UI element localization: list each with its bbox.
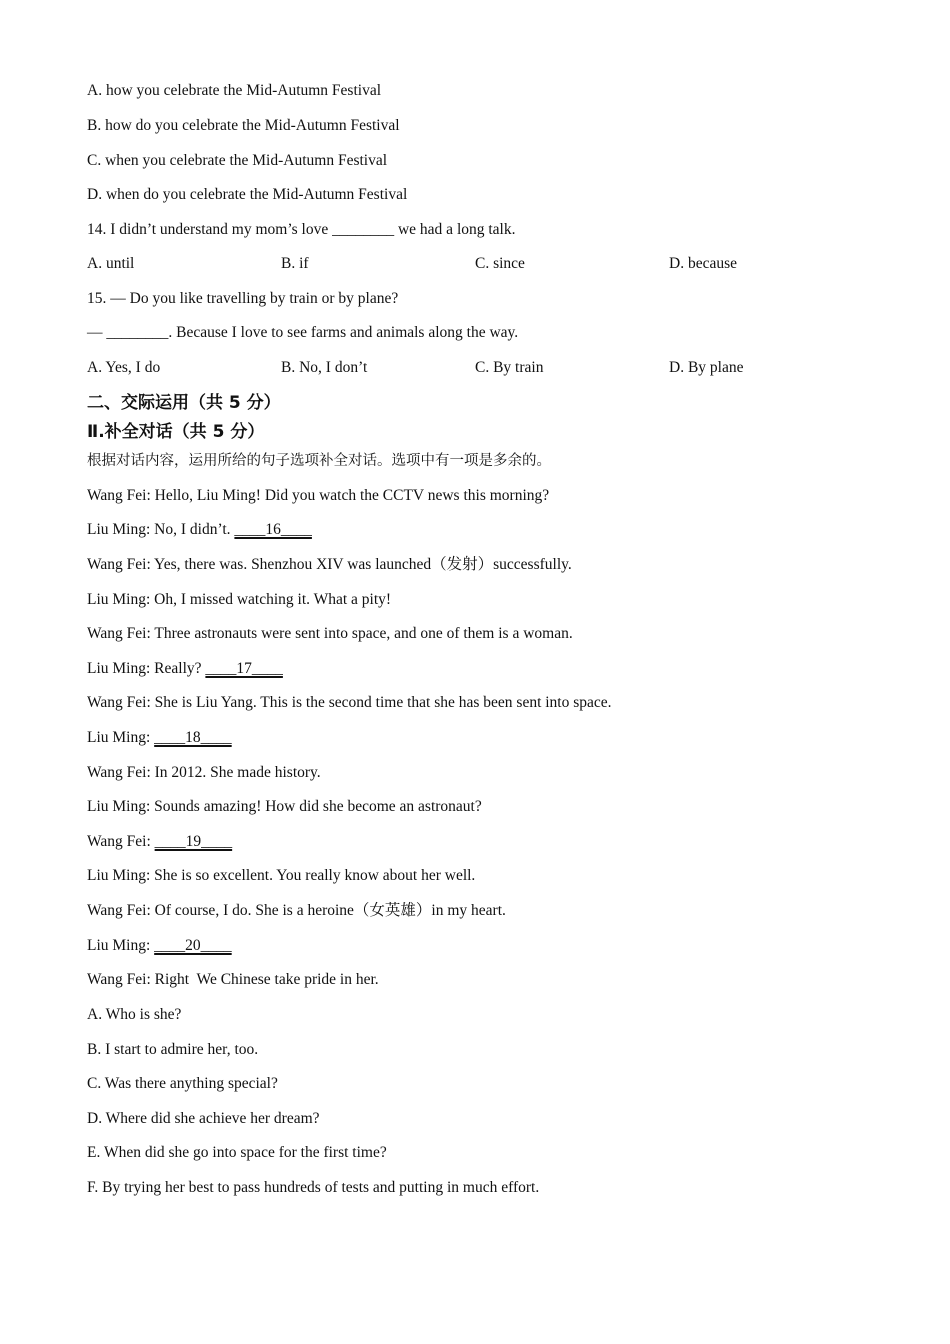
dialogue-option-d: D. Where did she achieve her dream? — [87, 1110, 320, 1127]
dialogue-line-8 — [87, 728, 232, 748]
q15-stem: 15. — Do you like travelling by train or by plane? — [87, 290, 399, 307]
q14-option-d: D. because — [669, 255, 737, 272]
dialogue-line-15: Wang Fei: Right We Chinese take pride in her. — [87, 971, 379, 988]
q15-option-b: B. No, I don’t — [281, 359, 368, 376]
dialogue-option-e: E. When did she go into space for the first time? — [87, 1144, 387, 1161]
dialogue-line-2 — [87, 520, 312, 540]
section-subheading: Ⅱ.补全对话（共 5 分） — [87, 422, 265, 442]
blank-20: ____20____ — [154, 937, 232, 954]
dialogue-line-5: Wang Fei: Three astronauts were sent into space, and one of them is a woman. — [87, 625, 573, 642]
dialogue-line-14-text: Liu Ming: — [87, 937, 155, 954]
dialogue-option-a: A. Who is she? — [87, 1006, 182, 1023]
q15-reply: — ________. Because I love to see farms and animals along the way. — [87, 324, 519, 341]
dialogue-option-f: F. By trying her best to pass hundreds of tests and putting in much effort. — [87, 1179, 540, 1196]
q14-stem: 14. I didn’t understand my mom’s love ________ we had a long talk. — [87, 221, 516, 238]
blank-17: ____17____ — [205, 660, 283, 677]
dialogue-line-3: Wang Fei: Yes, there was. Shenzhou XIV was launched（发射）successfully. — [87, 556, 572, 573]
q13-option-b: B. how do you celebrate the Mid-Autumn Festival — [87, 117, 400, 134]
dialogue-line-11-text: Wang Fei: — [87, 833, 155, 850]
dialogue-line-13: Wang Fei: Of course, I do. She is a heroine（女英雄）in my heart. — [87, 902, 506, 919]
dialogue-line-10: Liu Ming: Sounds amazing! How did she become an astronaut? — [87, 798, 482, 815]
section-instruction: 根据对话内容，运用所给的句子选项补全对话。选项中有一项是多余的。 — [87, 453, 551, 469]
dialogue-line-6 — [87, 659, 283, 679]
dialogue-line-11 — [87, 832, 232, 852]
q13-option-d: D. when do you celebrate the Mid-Autumn Festival — [87, 186, 408, 203]
q14-option-b: B. if — [281, 255, 309, 272]
dialogue-line-6-text: Liu Ming: Really? — [87, 660, 206, 677]
dialogue-line-8-text: Liu Ming: — [87, 729, 155, 746]
q15-option-d: D. By plane — [669, 359, 744, 376]
dialogue-line-4: Liu Ming: Oh, I missed watching it. What a pity! — [87, 591, 392, 608]
q13-option-c: C. when you celebrate the Mid-Autumn Festival — [87, 152, 388, 169]
dialogue-line-7: Wang Fei: She is Liu Yang. This is the second time that she has been sent into space. — [87, 694, 612, 711]
blank-16: ____16____ — [234, 521, 312, 538]
dialogue-line-1: Wang Fei: Hello, Liu Ming! Did you watch the CCTV news this morning? — [87, 487, 550, 504]
q14-option-a: A. until — [87, 255, 135, 272]
dialogue-line-2-text: Liu Ming: No, I didn’t. — [87, 521, 235, 538]
dialogue-line-9: Wang Fei: In 2012. She made history. — [87, 764, 321, 781]
section-heading: 二、交际运用（共 5 分） — [87, 393, 281, 413]
blank-19: ____19____ — [154, 833, 233, 850]
q15-option-a: A. Yes, I do — [87, 359, 161, 376]
dialogue-line-14 — [87, 936, 232, 956]
q13-option-a: A. how you celebrate the Mid-Autumn Festival — [87, 82, 382, 99]
q15-option-c: C. By train — [475, 359, 544, 376]
dialogue-option-c: C. Was there anything special? — [87, 1075, 278, 1092]
blank-18: ____18____ — [154, 729, 232, 746]
dialogue-line-12: Liu Ming: She is so excellent. You really know about her well. — [87, 867, 476, 884]
dialogue-option-b: B. I start to admire her, too. — [87, 1041, 259, 1058]
q14-option-c: C. since — [475, 255, 525, 272]
